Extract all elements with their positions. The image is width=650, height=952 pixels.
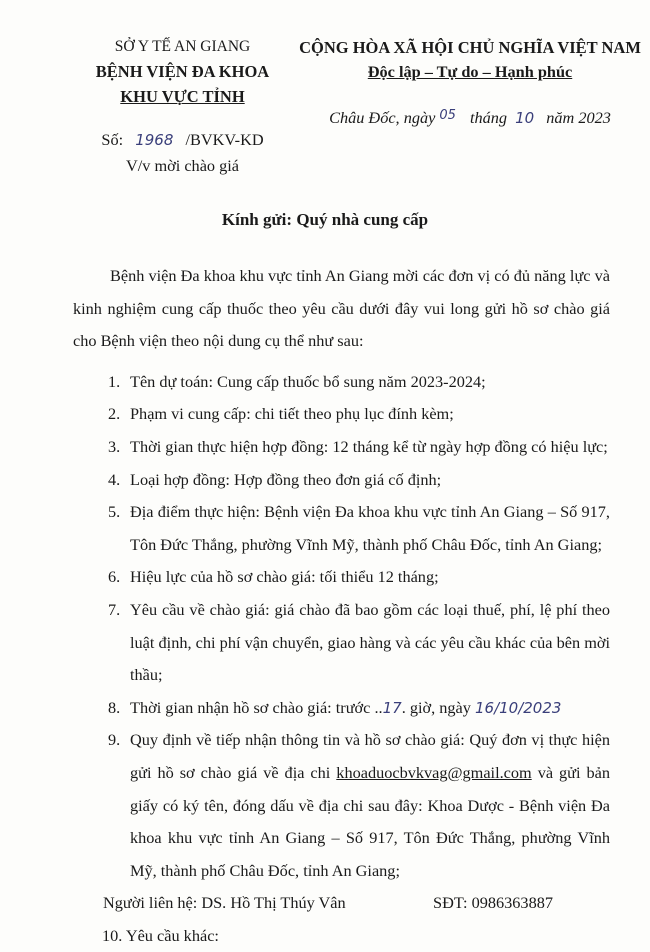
number-suffix: /BVKV-KD [185, 130, 264, 149]
requirements-list [73, 366, 610, 952]
list-item: 4. Loại hợp đồng: Hợp đồng theo đơn giá cố định; [108, 469, 442, 489]
list-item: 3. Thời gian thực hiện hợp đồng: 12 tháng kể từ ngày hợp đồng có hiệu lực; [108, 436, 608, 456]
document-number [70, 130, 295, 150]
nation-title: CỘNG HÒA XÃ HỘI CHỦ NGHĨA VIỆT NAM [299, 38, 641, 57]
salutation: Kính gửi: Quý nhà cung cấp [221, 210, 429, 229]
number-label: Số: [101, 130, 124, 149]
list-item: 7. Yêu cầu về chào giá: giá chào đã bao gồm các loại thuế, phí, lệ phí theo luật định, chi phí vận chuyển, giao hàng và các yêu cầu khác của bên mời thầu; [108, 599, 610, 685]
deadline-hour: 17 [382, 698, 402, 717]
contact-line [103, 887, 610, 920]
motto: Độc lập – Tự do – Hạnh phúc [367, 62, 573, 81]
list-item: 8. Thời gian nhận hồ sơ chào giá: trước ..17. giờ, ngày 16/10/2023 [108, 697, 562, 717]
list-item: 9. Quy định về tiếp nhận thông tin và hồ sơ chào giá: Quý đơn vị thực hiện gửi hồ sơ chào giá về địa chi khoaduocbvkvag@gmail.com và gửi bản giấy có ký tên, đóng dấu về địa chi sau đây: Khoa Dược - Bệnh viện Đa khoa khu vực tỉnh An Giang – Số 917, Tôn Đức Thắng, phường Vĩnh Mỹ, thành phố Châu Đốc, tỉnh An Giang; [108, 730, 610, 880]
email-link[interactable]: khoaduocbvkvag@gmail.com [336, 762, 532, 782]
intro-paragraph: Bệnh viện Đa khoa khu vực tỉnh An Giang mời các đơn vị có đủ năng lực và kinh nghiệm cung cấp thuốc theo yêu cầu dưới đây vui long gửi hồ sơ chào giá cho Bệnh viện theo nội dung cụ thể như sau: [73, 266, 610, 351]
list-item: 10. Yêu cầu khác: [102, 925, 219, 945]
org-name-line2: KHU VỰC TỈNH [120, 87, 245, 106]
deadline-date: 16/10/2023 [474, 698, 562, 717]
list-item: 1. Tên dự toán: Cung cấp thuốc bổ sung năm 2023-2024; [108, 371, 486, 391]
letter-body [73, 260, 610, 952]
list-item: 6. Hiệu lực của hồ sơ chào giá: tối thiểu 12 tháng; [108, 567, 439, 587]
contact-person: Người liên hệ: DS. Hồ Thị Thúy Vân [103, 893, 346, 913]
subject-line: V/v mời chào giá [125, 156, 240, 175]
org-name-line1: BỆNH VIỆN ĐA KHOA [95, 62, 270, 81]
date-line: Châu Đốc, ngày $^{05}$ tháng 10 năm 2023 [329, 108, 611, 127]
list-item: 2. Phạm vi cung cấp: chi tiết theo phụ lục đính kèm; [108, 404, 454, 424]
list-item: 5. Địa điểm thực hiện: Bệnh viện Đa khoa khu vực tỉnh An Giang – Số 917, Tôn Đức Thắng, phường Vĩnh Mỹ, thành phố Châu Đốc, tỉnh An Giang; [108, 502, 610, 554]
contact-phone: SĐT: 0986363887 [433, 893, 553, 913]
number-handwritten: 1968 [135, 131, 174, 149]
agency-name: SỞ Y TẾ AN GIANG [114, 38, 251, 55]
